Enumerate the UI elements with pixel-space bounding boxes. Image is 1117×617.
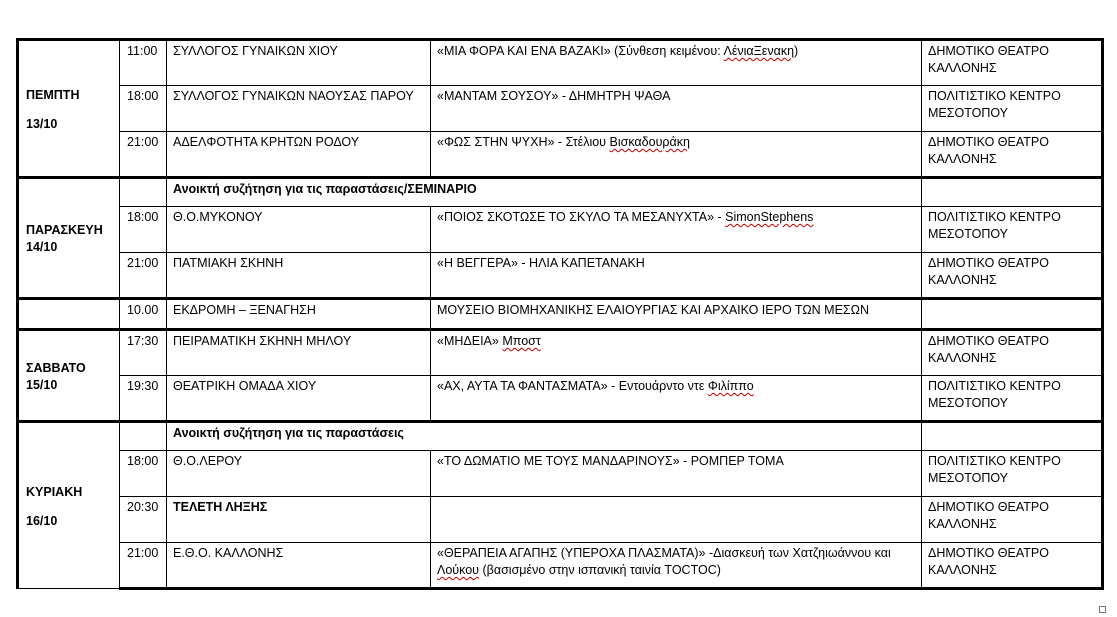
schedule-row [18, 497, 1103, 543]
discussion-row [18, 422, 1103, 451]
time-cell: 11:00 [120, 40, 167, 86]
excursion-place: ΜΟΥΣΕΙΟ ΒΙΟΜΗΧΑΝΙΚΗΣ ΕΛΑΙΟΥΡΓΙΑΣ ΚΑΙ ΑΡΧΑΙΚΟ ΙΕΡΟ ΤΩΝ ΜΕΣΩΝ [431, 299, 922, 330]
play-cell [431, 132, 922, 178]
group-cell: Θ.Ο.ΛΕΡΟΥ [167, 451, 431, 497]
time-cell: 17:30 [120, 330, 167, 376]
time-cell: 19:30 [120, 376, 167, 422]
play-title: «ΑΧ, ΑΥΤΑ ΤΑ ΦΑΝΤΑΣΜΑΤΑ» - Εντουάρντο ντε [437, 379, 708, 393]
group-cell: ΣΥΛΛΟΓΟΣ ΓΥΝΑΙΚΩΝ ΧΙΟΥ [167, 40, 431, 86]
day-name: ΣΑΒΒΑΤΟ [26, 360, 86, 375]
schedule-table [16, 38, 1104, 590]
schedule-row [18, 40, 1103, 86]
play-author-spellcheck: SimonStephens [725, 210, 814, 224]
empty-venue-cell [922, 299, 1103, 330]
play-cell [431, 543, 922, 589]
time-cell: 20:30 [120, 497, 167, 543]
discussion-label: Ανοικτή συζήτηση για τις παραστάσεις [167, 422, 922, 451]
time-cell: 18:00 [120, 86, 167, 132]
play-author-spellcheck: Φιλίππο [707, 379, 754, 393]
group-cell: ΠΑΤΜΙΑΚΗ ΣΚΗΝΗ [167, 253, 431, 299]
venue-cell: ΔΗΜΟΤΙΚΟ ΘΕΑΤΡΟ ΚΑΛΛΟΝΗΣ [922, 497, 1103, 543]
discussion-row [18, 178, 1103, 207]
play-title: «Η ΒΕΓΓΕΡΑ» - ΗΛΙΑ ΚΑΠΕΤΑΝΑΚΗ [437, 256, 645, 270]
day-date: 14/10 [26, 240, 58, 254]
discussion-label: Ανοικτή συζήτηση για τις παραστάσεις/ΣΕΜΙΝΑΡΙΟ [167, 178, 922, 207]
venue-cell: ΔΗΜΟΤΙΚΟ ΘΕΑΤΡΟ ΚΑΛΛΟΝΗΣ [922, 253, 1103, 299]
day-name: ΠΕΜΠΤΗ [26, 87, 80, 102]
schedule-row [18, 207, 1103, 253]
play-title: «ΘΕΡΑΠΕΙΑ ΑΓΑΠΗΣ (ΥΠΕΡΟΧΑ ΠΛΑΣΜΑΤΑ)» -Διασκευή των Χατζηιωάννου και [437, 546, 891, 560]
schedule-row [18, 253, 1103, 299]
time-cell: 21:00 [120, 543, 167, 589]
day-cell [18, 40, 120, 178]
play-title: «ΦΩΣ ΣΤΗΝ ΨΥΧΗ» - Στέλιου [437, 135, 610, 149]
time-cell: 10.00 [120, 299, 167, 330]
empty-time-cell [120, 178, 167, 207]
play-cell [431, 40, 922, 86]
empty-venue-cell [922, 422, 1103, 451]
day-date: 15/10 [26, 377, 58, 392]
schedule-row [18, 330, 1103, 376]
venue-cell: ΠΟΛΙΤΙΣΤΙΚΟ ΚΕΝΤΡΟ ΜΕΣΟΤΟΠΟΥ [922, 376, 1103, 422]
venue-cell: ΠΟΛΙΤΙΣΤΙΚΟ ΚΕΝΤΡΟ ΜΕΣΟΤΟΠΟΥ [922, 207, 1103, 253]
venue-cell: ΔΗΜΟΤΙΚΟ ΘΕΑΤΡΟ ΚΑΛΛΟΝΗΣ [922, 132, 1103, 178]
group-cell: ΘΕΑΤΡΙΚΗ ΟΜΑΔΑ ΧΙΟΥ [167, 376, 431, 422]
play-cell [431, 376, 922, 422]
play-cell [431, 253, 922, 299]
day-date: 16/10 [26, 513, 58, 528]
schedule-row [18, 543, 1103, 589]
play-author-spellcheck: ΛένιαΞενακη [723, 44, 795, 58]
group-cell: ΑΔΕΛΦΟΤΗΤΑ ΚΡΗΤΩΝ ΡΟΔΟΥ [167, 132, 431, 178]
day-name: ΚΥΡΙΑΚΗ [26, 484, 83, 499]
group-cell: ΤΕΛΕΤΗ ΛΗΞΗΣ [167, 497, 431, 543]
venue-cell: ΠΟΛΙΤΙΣΤΙΚΟ ΚΕΝΤΡΟ ΜΕΣΟΤΟΠΟΥ [922, 86, 1103, 132]
play-title: «ΜΑΝΤΑΜ ΣΟΥΣΟΥ» - ΔΗΜΗΤΡΗ ΨΑΘΑ [437, 89, 671, 103]
play-suffix: (βασισμένο στην ισπανική ταινία TOCTOC) [479, 563, 721, 577]
group-cell: Θ.Ο.ΜΥΚΟΝΟΥ [167, 207, 431, 253]
excursion-row [18, 299, 1103, 330]
group-cell: Ε.Θ.Ο. ΚΑΛΛΟΝΗΣ [167, 543, 431, 589]
time-cell: 18:00 [120, 451, 167, 497]
excursion-label: ΕΚΔΡΟΜΗ – ΞΕΝΑΓΗΣΗ [167, 299, 431, 330]
play-author-spellcheck: Λούκου [437, 563, 480, 577]
play-cell [431, 451, 922, 497]
play-cell [431, 86, 922, 132]
table-resize-handle[interactable] [1099, 606, 1106, 613]
venue-cell: ΔΗΜΟΤΙΚΟ ΘΕΑΤΡΟ ΚΑΛΛΟΝΗΣ [922, 330, 1103, 376]
day-cell [18, 178, 120, 299]
day-date: 13/10 [26, 116, 58, 131]
venue-cell: ΔΗΜΟΤΙΚΟ ΘΕΑΤΡΟ ΚΑΛΛΟΝΗΣ [922, 40, 1103, 86]
day-cell [18, 330, 120, 422]
play-title: «ΠΟΙΟΣ ΣΚΟΤΩΣΕ ΤΟ ΣΚΥΛΟ ΤΑ ΜΕΣΑΝΥΧΤΑ» - [437, 210, 726, 224]
play-suffix: ) [794, 44, 799, 58]
empty-day-cell [18, 299, 120, 330]
play-cell [431, 330, 922, 376]
empty-venue-cell [922, 178, 1103, 207]
play-title: «ΜΙΑ ΦΟΡΑ ΚΑΙ ΕΝΑ ΒΑΖΑΚΙ» (Σύνθεση κειμένου: [437, 44, 724, 58]
day-cell [18, 422, 120, 589]
play-cell [431, 207, 922, 253]
play-cell [431, 497, 922, 543]
schedule-row [18, 451, 1103, 497]
day-name: ΠΑΡΑΣΚΕΥΗ [26, 223, 103, 237]
time-cell: 21:00 [120, 253, 167, 299]
schedule-row [18, 132, 1103, 178]
empty-time-cell [120, 422, 167, 451]
play-title: «ΤΟ ΔΩΜΑΤΙΟ ΜΕ ΤΟΥΣ ΜΑΝΔΑΡΙΝΟΥΣ» - ΡΟΜΠΕΡ ΤΟΜΑ [437, 454, 784, 468]
schedule-row [18, 86, 1103, 132]
venue-cell: ΠΟΛΙΤΙΣΤΙΚΟ ΚΕΝΤΡΟ ΜΕΣΟΤΟΠΟΥ [922, 451, 1103, 497]
play-title: «ΜΗΔΕΙΑ» [437, 334, 503, 348]
group-cell: ΠΕΙΡΑΜΑΤΙΚΗ ΣΚΗΝΗ ΜΗΛΟΥ [167, 330, 431, 376]
venue-cell: ΔΗΜΟΤΙΚΟ ΘΕΑΤΡΟ ΚΑΛΛΟΝΗΣ [922, 543, 1103, 589]
play-author-spellcheck: Μποστ [502, 334, 541, 348]
time-cell: 21:00 [120, 132, 167, 178]
play-author-spellcheck: Βισκαδουράκη [609, 135, 690, 149]
time-cell: 18:00 [120, 207, 167, 253]
schedule-row [18, 376, 1103, 422]
group-cell: ΣΥΛΛΟΓΟΣ ΓΥΝΑΙΚΩΝ ΝΑΟΥΣΑΣ ΠΑΡΟΥ [167, 86, 431, 132]
